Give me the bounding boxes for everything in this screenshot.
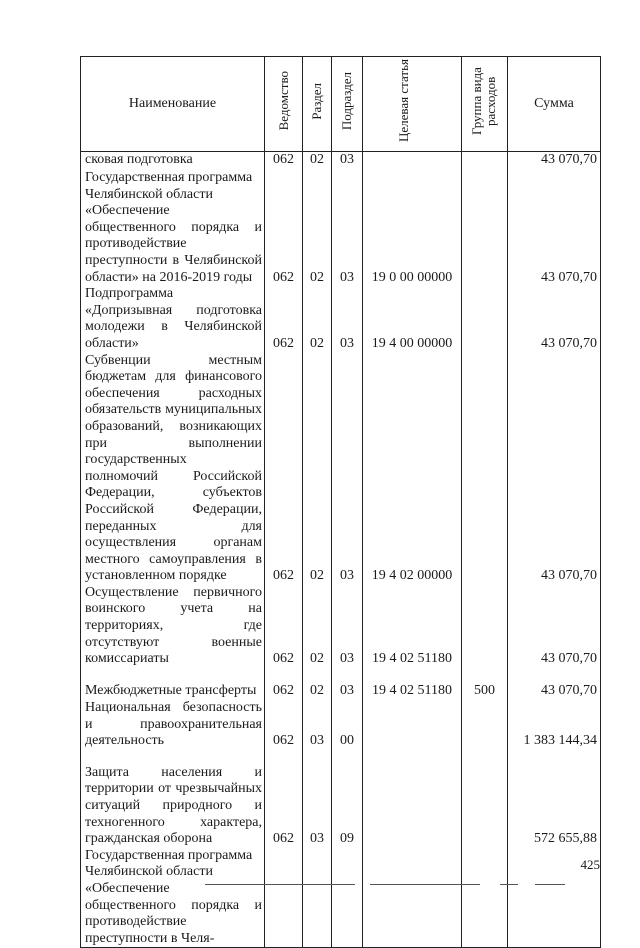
row-dept: [265, 848, 303, 948]
row-section: 02: [303, 353, 332, 585]
row-dept: 062: [265, 585, 303, 668]
row-sum: 43 070,70: [508, 668, 601, 700]
row-name: [81, 585, 265, 668]
header-row: [81, 57, 601, 152]
row-name: [81, 353, 265, 585]
header-subsection: Подраздел: [332, 57, 363, 152]
page-number: 425: [580, 857, 600, 872]
row-dept: 062: [265, 286, 303, 352]
row-name-line: Межбюджетные трансферты: [85, 683, 257, 699]
row-target: [363, 848, 462, 948]
row-sum: 43 070,70: [508, 286, 601, 352]
row-group: [462, 286, 508, 352]
header-group: Группа вида расходов: [462, 57, 508, 152]
row-sum: 43 070,70: [508, 353, 601, 585]
row-subsection: 03: [332, 585, 363, 668]
header-dept: Ведомство: [265, 57, 303, 152]
table-row: [81, 151, 601, 168]
footer-rule: [500, 884, 518, 885]
row-name-line: «Обеспечение общественного порядка и противодействие преступности в Челя-: [85, 881, 262, 946]
row-sum: 43 070,70: [508, 151, 601, 168]
row-subsection: [332, 848, 363, 948]
row-name: [81, 286, 265, 352]
row-dept: 062: [265, 750, 303, 848]
row-name: [81, 750, 265, 848]
row-subsection: 09: [332, 750, 363, 848]
row-section: 02: [303, 151, 332, 168]
row-group: 500: [462, 668, 508, 700]
row-target: [363, 151, 462, 168]
row-sum: 572 655,88: [508, 750, 601, 848]
row-target: 19 0 00 00000: [363, 168, 462, 286]
header-sum: Сумма: [508, 57, 601, 152]
row-name-line: Подпрограмма «Допризывная подготовка молодежи в Челябинской области»: [85, 286, 262, 351]
row-subsection: 03: [332, 168, 363, 286]
budget-table: [80, 56, 601, 948]
row-dept: 062: [265, 353, 303, 585]
row-section: 03: [303, 700, 332, 750]
table-row: [81, 700, 601, 750]
row-name: [81, 668, 265, 700]
row-section: 02: [303, 168, 332, 286]
row-dept: 062: [265, 700, 303, 750]
row-group: [462, 585, 508, 668]
table-row: [81, 353, 601, 585]
row-dept: 062: [265, 668, 303, 700]
row-name-line: Субвенции местным бюджетам для финансового обеспечения расходных обязательств муниципальных образований, возникающих при выполнении государственных полномочий Российской Федерации, субъектов Российской Федерации, переданных для осуществления органам местного самоуправления в установленном порядке: [85, 352, 262, 584]
row-name-line: Государственная программа: [85, 170, 253, 186]
row-name: [81, 151, 265, 168]
table-row: [81, 168, 601, 286]
row-target: 19 4 02 51180: [363, 668, 462, 700]
table-row: [81, 668, 601, 700]
row-name: [81, 168, 265, 286]
row-name-line: «Обеспечение общественного порядка и противодействие преступности в Челябинской области» на 2016-2019 годы: [85, 203, 262, 285]
row-name-line: Государственная программа: [85, 847, 253, 863]
table-row: [81, 585, 601, 668]
row-subsection: 00: [332, 700, 363, 750]
row-section: 02: [303, 668, 332, 700]
row-sum: 1 383 144,34: [508, 700, 601, 750]
row-section: [303, 848, 332, 948]
row-target: [363, 750, 462, 848]
row-sum: 43 070,70: [508, 168, 601, 286]
row-dept: 062: [265, 168, 303, 286]
row-group: [462, 151, 508, 168]
row-name-line: Челябинской области: [85, 864, 213, 880]
row-name-line: Защита населения и территории от чрезвычайных ситуаций природного и техногенного характера, гражданская оборона: [85, 764, 262, 847]
row-section: 03: [303, 750, 332, 848]
row-group: [462, 848, 508, 948]
row-section: 02: [303, 585, 332, 668]
row-subsection: 03: [332, 668, 363, 700]
row-group: [462, 353, 508, 585]
row-target: 19 4 02 51180: [363, 585, 462, 668]
footer-rule: [535, 884, 565, 885]
table-row: [81, 750, 601, 848]
row-name: [81, 700, 265, 750]
footer-rule: [205, 884, 355, 885]
row-sum: 43 070,70: [508, 585, 601, 668]
table-row: [81, 286, 601, 352]
row-group: [462, 700, 508, 750]
row-target: 19 4 02 00000: [363, 353, 462, 585]
header-target: Целевая статья: [363, 57, 462, 152]
row-dept: 062: [265, 151, 303, 168]
footer-rule: [370, 884, 480, 885]
row-group: [462, 168, 508, 286]
row-name-line: сковая подготовка: [85, 151, 193, 167]
row-name-line: Национальная безопасность и правоохранительная деятельность: [85, 700, 262, 749]
row-subsection: 03: [332, 286, 363, 352]
row-target: 19 4 00 00000: [363, 286, 462, 352]
table-row: [81, 848, 601, 948]
row-subsection: 03: [332, 151, 363, 168]
header-name: Наименование: [81, 57, 265, 152]
row-target: [363, 700, 462, 750]
header-section: Раздел: [303, 57, 332, 152]
row-subsection: 03: [332, 353, 363, 585]
row-group: [462, 750, 508, 848]
row-name-line: Осуществление первичного воинского учета на территориях, где отсутствуют военные комиссариаты: [85, 584, 262, 667]
row-name: [81, 848, 265, 948]
row-section: 02: [303, 286, 332, 352]
row-name-line: Челябинской области: [85, 186, 213, 202]
